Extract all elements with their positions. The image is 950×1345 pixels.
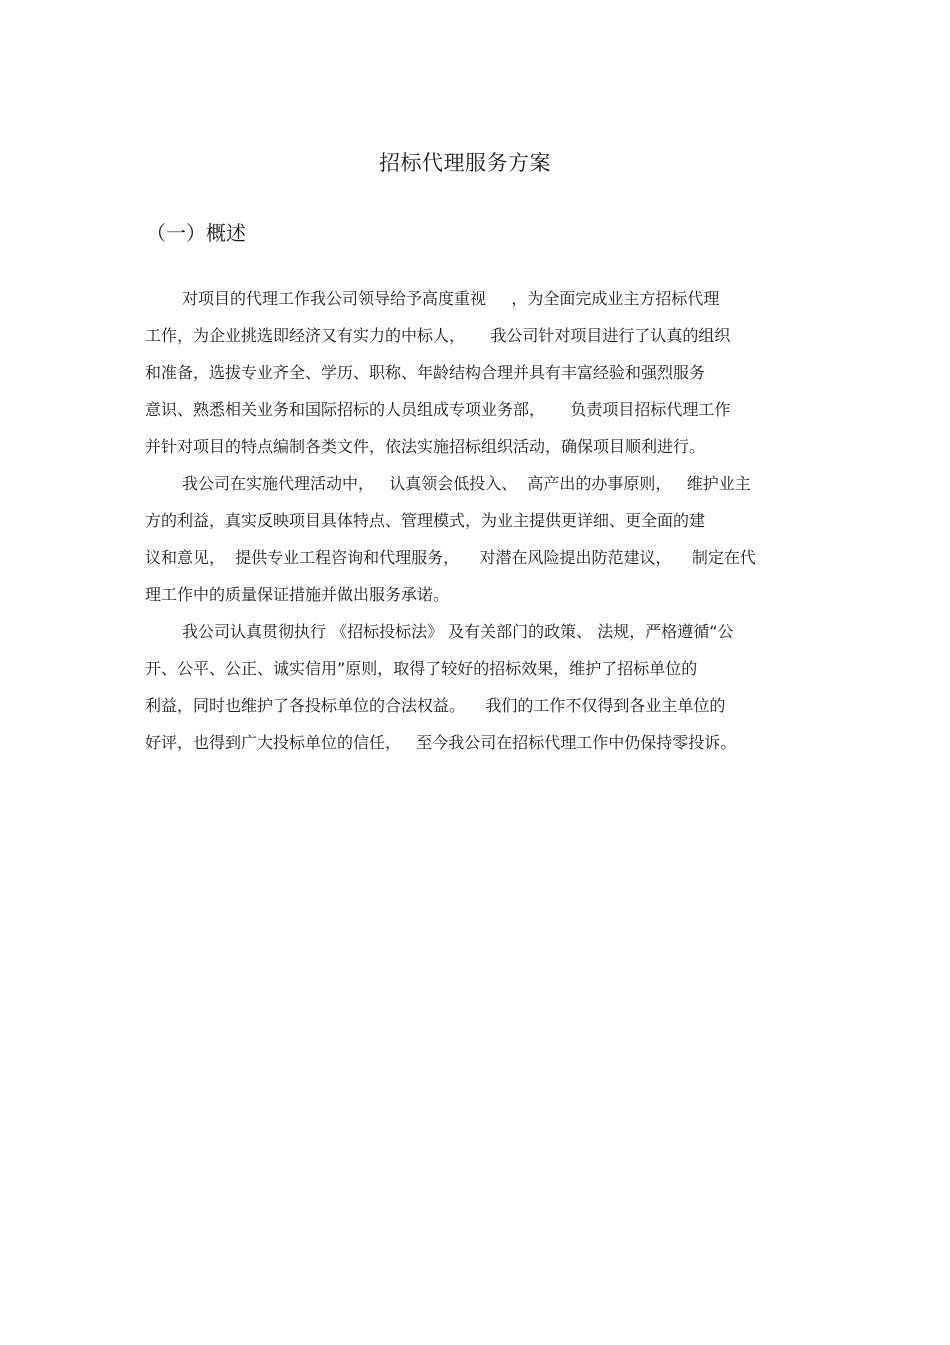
- text-line: 开、公平、公正、诚实信用”原则，取得了较好的招标效果，维护了招标单位的: [145, 659, 698, 678]
- text-line: 我公司认真贯彻执行 《招标投标法》 及有关部门的政策、 法规，严格遵循“公: [182, 622, 734, 641]
- section-heading: （一）概述: [146, 221, 246, 245]
- text-line: 议和意见， 提供专业工程咨询和代理服务， 对潜在风险提出防范建议， 制定在代: [145, 548, 756, 567]
- text-line: 对项目的代理工作我公司领导给予高度重视 ，为全面完成业主方招标代理: [182, 289, 720, 308]
- document-title: 招标代理服务方案: [379, 151, 551, 175]
- text-line: 好评，也得到广大投标单位的信任， 至今我公司在招标代理工作中仍保持零投诉。: [145, 733, 737, 752]
- text-line: 方的利益，真实反映项目具体特点、管理模式，为业主提供更详细、更全面的建: [145, 511, 706, 530]
- text-line: 意识、熟悉相关业务和国际招标的人员组成专项业务部， 负责项目招标代理工作: [145, 400, 731, 419]
- text-line: 并针对项目的特点编制各类文件，依法实施招标组织活动，确保项目顺利进行。: [145, 437, 706, 456]
- text-line: 理工作中的质量保证措施并做出服务承诺。: [145, 585, 450, 604]
- text-line: 我公司在实施代理活动中， 认真领会低投入、 高产出的办事原则， 维护业主: [182, 474, 751, 493]
- text-line: 工作，为企业挑选即经济又有实力的中标人， 我公司针对项目进行了认真的组织: [145, 326, 731, 345]
- body-text: [145, 284, 815, 765]
- text-line: 和准备，选拔专业齐全、学历、职称、年龄结构合理并具有丰富经验和强烈服务: [145, 363, 706, 382]
- text-line: 利益，同时也维护了各投标单位的合法权益。 我们的工作不仅得到各业主单位的: [145, 696, 726, 715]
